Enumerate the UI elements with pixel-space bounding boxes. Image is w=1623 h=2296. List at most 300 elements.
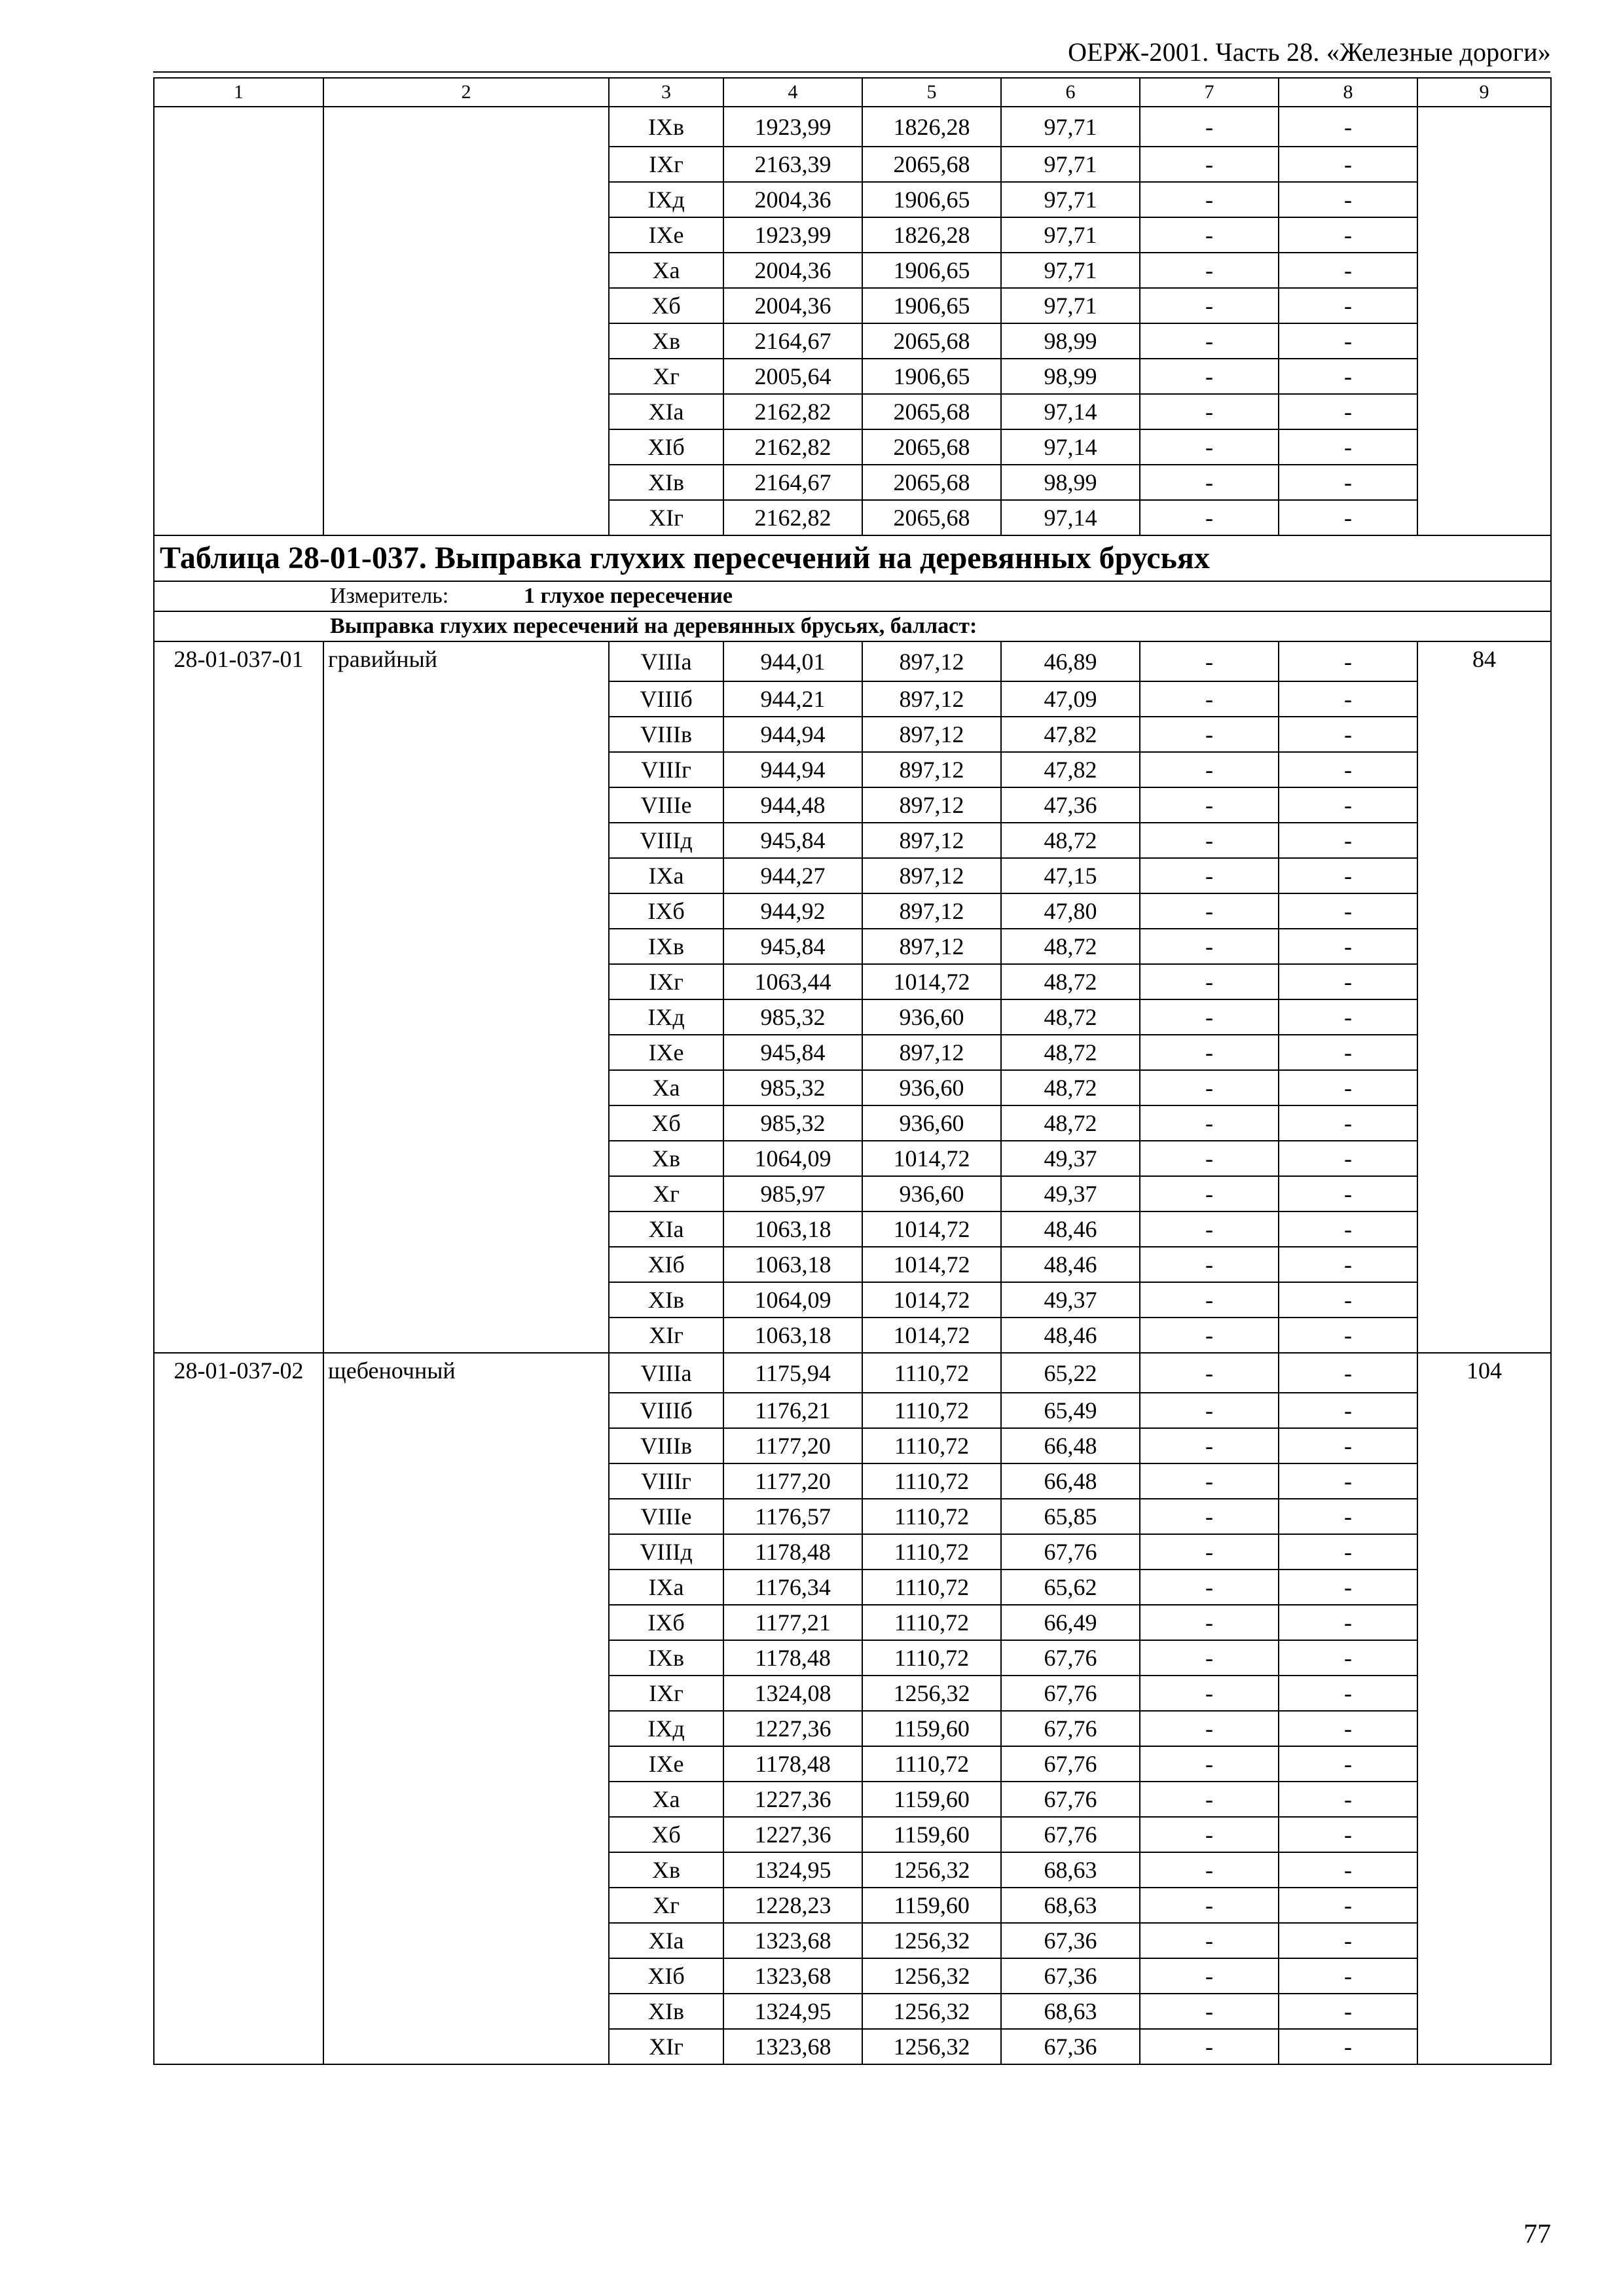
work-name-cell — [323, 1888, 609, 1923]
rate-code-cell — [154, 717, 323, 752]
table-cell: 67,76 — [1001, 1711, 1140, 1746]
work-name-cell — [323, 1282, 609, 1318]
work-name-cell — [323, 823, 609, 858]
table-cell: - — [1140, 1176, 1279, 1211]
table-cell: 49,37 — [1001, 1282, 1140, 1318]
col9-cell — [1417, 1782, 1551, 1817]
table-cell: - — [1140, 1318, 1279, 1353]
table-row — [154, 641, 1551, 681]
rate-code-cell — [154, 681, 323, 717]
column-number: 2 — [323, 78, 609, 107]
table-cell: Xб — [609, 1817, 723, 1852]
table-cell: 97,14 — [1001, 500, 1140, 535]
table-cell: - — [1279, 500, 1417, 535]
table-cell: - — [1140, 288, 1279, 323]
table-cell: - — [1140, 1105, 1279, 1141]
column-number: 6 — [1001, 78, 1140, 107]
rate-code-cell — [154, 1070, 323, 1105]
work-name-cell — [323, 1070, 609, 1105]
table-cell: 897,12 — [862, 929, 1001, 964]
rate-code-cell — [154, 500, 323, 535]
table-cell: - — [1279, 1318, 1417, 1353]
col9-cell — [1417, 1746, 1551, 1782]
table-row — [154, 1247, 1551, 1282]
table-cell: 1159,60 — [862, 1711, 1001, 1746]
table-cell: 1324,08 — [723, 1676, 862, 1711]
table-cell: 1323,68 — [723, 1958, 862, 1994]
table-cell: 2164,67 — [723, 323, 862, 359]
table-row — [154, 147, 1551, 182]
table-cell: 1923,99 — [723, 107, 862, 147]
table-row — [154, 323, 1551, 359]
table-cell: - — [1140, 217, 1279, 253]
col9-cell — [1417, 1035, 1551, 1070]
table-row — [154, 359, 1551, 394]
table-cell: 1063,18 — [723, 1247, 862, 1282]
table-cell: IXа — [609, 1570, 723, 1605]
work-name-cell — [323, 288, 609, 323]
table-row — [154, 1070, 1551, 1105]
table-cell: XIб — [609, 1247, 723, 1282]
work-name-cell — [323, 1428, 609, 1463]
rate-code-cell: 28-01-037-01 — [154, 641, 323, 681]
work-name-cell — [323, 787, 609, 823]
table-cell: - — [1140, 641, 1279, 681]
work-name-cell — [323, 858, 609, 893]
table-cell: IXе — [609, 1035, 723, 1070]
rate-code-cell — [154, 929, 323, 964]
table-cell: 1014,72 — [862, 1282, 1001, 1318]
table-cell: - — [1279, 1746, 1417, 1782]
work-name-cell — [323, 1393, 609, 1428]
table-cell: 48,46 — [1001, 1247, 1140, 1282]
table-cell: - — [1140, 1070, 1279, 1105]
table-cell: - — [1140, 999, 1279, 1035]
table-cell: - — [1279, 1499, 1417, 1534]
table-cell: 985,32 — [723, 1105, 862, 1141]
col9-cell — [1417, 182, 1551, 217]
table-cell: 944,27 — [723, 858, 862, 893]
table-cell: Xб — [609, 1105, 723, 1141]
rate-code-cell — [154, 253, 323, 288]
table-cell: 944,21 — [723, 681, 862, 717]
table-cell: 47,82 — [1001, 752, 1140, 787]
table-cell: - — [1279, 717, 1417, 752]
work-name-cell — [323, 2029, 609, 2064]
table-cell: 66,48 — [1001, 1463, 1140, 1499]
table-cell: - — [1279, 1211, 1417, 1247]
table-cell: 97,71 — [1001, 107, 1140, 147]
work-name-cell — [323, 717, 609, 752]
table-cell: - — [1140, 1923, 1279, 1958]
table-row — [154, 752, 1551, 787]
table-cell: XIг — [609, 1318, 723, 1353]
unit-row — [154, 581, 1551, 611]
col9-cell — [1417, 1676, 1551, 1711]
table-cell: - — [1279, 964, 1417, 999]
table-cell: 1227,36 — [723, 1817, 862, 1852]
rate-code-cell — [154, 787, 323, 823]
table-cell: - — [1140, 1958, 1279, 1994]
table-cell: 1256,32 — [862, 1852, 1001, 1888]
table-cell: 2065,68 — [862, 429, 1001, 465]
table-cell: VIIIб — [609, 681, 723, 717]
work-name-cell — [323, 1605, 609, 1640]
table-cell: 1228,23 — [723, 1888, 862, 1923]
table-cell: IXд — [609, 999, 723, 1035]
table-cell: 48,72 — [1001, 964, 1140, 999]
table-cell: 47,82 — [1001, 717, 1140, 752]
table-cell: 47,15 — [1001, 858, 1140, 893]
col9-cell — [1417, 288, 1551, 323]
table-cell: - — [1279, 1605, 1417, 1640]
subtitle-cell — [154, 611, 1551, 641]
rates-table — [153, 77, 1552, 2065]
table-cell: 67,36 — [1001, 1958, 1140, 1994]
work-name-cell — [323, 323, 609, 359]
table-cell: 1063,18 — [723, 1211, 862, 1247]
table-cell: Xг — [609, 1888, 723, 1923]
table-cell: 1178,48 — [723, 1746, 862, 1782]
col9-cell — [1417, 394, 1551, 429]
col9-cell — [1417, 1282, 1551, 1318]
table-cell: 1063,44 — [723, 964, 862, 999]
table-row — [154, 1958, 1551, 1994]
col9-cell — [1417, 1711, 1551, 1746]
table-cell: 67,36 — [1001, 1923, 1140, 1958]
table-cell: 1906,65 — [862, 182, 1001, 217]
table-cell: 48,72 — [1001, 999, 1140, 1035]
table-cell: 1923,99 — [723, 217, 862, 253]
header-rule — [153, 71, 1550, 73]
table-cell: 46,89 — [1001, 641, 1140, 681]
table-cell: - — [1140, 147, 1279, 182]
table-row — [154, 823, 1551, 858]
table-cell: 1110,72 — [862, 1353, 1001, 1393]
table-cell: - — [1140, 1711, 1279, 1746]
table-cell: 2162,82 — [723, 394, 862, 429]
table-cell: IXг — [609, 1676, 723, 1711]
rate-code-cell — [154, 1605, 323, 1640]
col9-cell — [1417, 253, 1551, 288]
work-name-cell — [323, 1499, 609, 1534]
rate-code-cell — [154, 147, 323, 182]
rate-code-cell — [154, 1318, 323, 1353]
subtitle-text: Выправка глухих пересечений на деревянных брусьях, балласт: — [330, 614, 977, 638]
table-cell: - — [1279, 1534, 1417, 1570]
table-row — [154, 1105, 1551, 1141]
table-cell: 2164,67 — [723, 465, 862, 500]
col9-cell — [1417, 429, 1551, 465]
table-row — [154, 1570, 1551, 1605]
table-cell: - — [1140, 107, 1279, 147]
col9-cell — [1417, 1640, 1551, 1676]
table-cell: Xг — [609, 359, 723, 394]
work-name-cell — [323, 500, 609, 535]
col9-cell — [1417, 717, 1551, 752]
col9-cell — [1417, 217, 1551, 253]
table-cell: - — [1279, 1176, 1417, 1211]
table-cell: 1014,72 — [862, 1247, 1001, 1282]
table-cell: - — [1140, 1035, 1279, 1070]
table-cell: - — [1140, 1640, 1279, 1676]
table-cell: 67,76 — [1001, 1534, 1140, 1570]
work-name-cell — [323, 1211, 609, 1247]
table-row — [154, 1318, 1551, 1353]
col9-cell — [1417, 1070, 1551, 1105]
work-name-cell — [323, 1782, 609, 1817]
table-cell: 1014,72 — [862, 1141, 1001, 1176]
table-cell: IXд — [609, 182, 723, 217]
table-row — [154, 2029, 1551, 2064]
table-cell: 945,84 — [723, 1035, 862, 1070]
table-cell: IXд — [609, 1711, 723, 1746]
table-cell: - — [1279, 429, 1417, 465]
col9-cell — [1417, 964, 1551, 999]
table-cell: - — [1279, 752, 1417, 787]
table-cell: - — [1140, 1353, 1279, 1393]
table-cell: 1110,72 — [862, 1746, 1001, 1782]
column-number: 7 — [1140, 78, 1279, 107]
table-cell: VIIIа — [609, 641, 723, 681]
table-row — [154, 465, 1551, 500]
table-cell: 1110,72 — [862, 1640, 1001, 1676]
table-cell: 1906,65 — [862, 288, 1001, 323]
table-cell: 1324,95 — [723, 1852, 862, 1888]
table-cell: 1110,72 — [862, 1393, 1001, 1428]
table-cell: 98,99 — [1001, 359, 1140, 394]
table-row — [154, 288, 1551, 323]
table-row — [154, 1141, 1551, 1176]
table-cell: - — [1279, 1923, 1417, 1958]
table-cell: 49,37 — [1001, 1141, 1140, 1176]
table-cell: - — [1140, 394, 1279, 429]
table-row — [154, 929, 1551, 964]
table-title: Таблица 28-01-037. Выправка глухих пересечений на деревянных брусьях — [154, 535, 1551, 581]
table-cell: XIв — [609, 465, 723, 500]
table-title-row — [154, 535, 1551, 581]
work-name-cell — [323, 1176, 609, 1211]
table-cell: - — [1279, 1958, 1417, 1994]
table-cell: IXг — [609, 964, 723, 999]
col9-cell — [1417, 1852, 1551, 1888]
table-cell: Xа — [609, 1782, 723, 1817]
table-cell: 985,32 — [723, 1070, 862, 1105]
col9-cell: 84 — [1417, 641, 1551, 681]
table-cell: - — [1279, 182, 1417, 217]
col9-cell — [1417, 1393, 1551, 1428]
table-cell: 1178,48 — [723, 1640, 862, 1676]
table-cell: 1177,20 — [723, 1463, 862, 1499]
table-cell: IXа — [609, 858, 723, 893]
table-cell: 1014,72 — [862, 1318, 1001, 1353]
table-cell: - — [1279, 465, 1417, 500]
table-cell: 2162,82 — [723, 500, 862, 535]
table-cell: - — [1279, 1570, 1417, 1605]
table-cell: 1176,34 — [723, 1570, 862, 1605]
rate-code-cell — [154, 964, 323, 999]
col9-cell — [1417, 1176, 1551, 1211]
table-cell: VIIIв — [609, 1428, 723, 1463]
table-cell: Xб — [609, 288, 723, 323]
table-cell: 897,12 — [862, 681, 1001, 717]
table-cell: - — [1140, 253, 1279, 288]
table-cell: 97,71 — [1001, 288, 1140, 323]
rate-code-cell — [154, 999, 323, 1035]
table-cell: 97,14 — [1001, 394, 1140, 429]
table-cell: 48,72 — [1001, 929, 1140, 964]
table-cell: IXб — [609, 893, 723, 929]
table-cell: - — [1279, 1282, 1417, 1318]
table-cell: 68,63 — [1001, 1994, 1140, 2029]
work-name-cell — [323, 1318, 609, 1353]
table-cell: 1178,48 — [723, 1534, 862, 1570]
table-cell: 65,49 — [1001, 1393, 1140, 1428]
column-number: 3 — [609, 78, 723, 107]
table-cell: 944,92 — [723, 893, 862, 929]
table-cell: - — [1140, 1852, 1279, 1888]
table-cell: 1014,72 — [862, 964, 1001, 999]
table-cell: - — [1279, 1428, 1417, 1463]
table-cell: 1110,72 — [862, 1605, 1001, 1640]
table-cell: - — [1140, 929, 1279, 964]
table-cell: - — [1279, 681, 1417, 717]
table-cell: IXв — [609, 107, 723, 147]
table-cell: XIа — [609, 1211, 723, 1247]
table-cell: 1110,72 — [862, 1428, 1001, 1463]
table-cell: VIIIе — [609, 1499, 723, 1534]
table-cell: - — [1140, 2029, 1279, 2064]
table-cell: - — [1140, 1282, 1279, 1318]
work-name-cell — [323, 1746, 609, 1782]
rate-code-cell — [154, 1211, 323, 1247]
rate-code-cell — [154, 359, 323, 394]
table-row — [154, 681, 1551, 717]
table-cell: 1159,60 — [862, 1782, 1001, 1817]
rate-code-cell — [154, 394, 323, 429]
table-cell: VIIIд — [609, 823, 723, 858]
work-name-cell — [323, 147, 609, 182]
rate-code-cell — [154, 465, 323, 500]
table-cell: - — [1140, 752, 1279, 787]
col9-cell — [1417, 1994, 1551, 2029]
table-cell: 1227,36 — [723, 1711, 862, 1746]
page-number: 77 — [1523, 2219, 1551, 2250]
col9-cell — [1417, 359, 1551, 394]
rate-code-cell — [154, 1176, 323, 1211]
table-cell: 944,48 — [723, 787, 862, 823]
rate-code-cell — [154, 1499, 323, 1534]
table-cell: 1324,95 — [723, 1994, 862, 2029]
table-cell: 48,46 — [1001, 1211, 1140, 1247]
table-row — [154, 1035, 1551, 1070]
table-cell: 897,12 — [862, 641, 1001, 681]
table-cell: 1256,32 — [862, 1958, 1001, 1994]
rate-code-cell: 28-01-037-02 — [154, 1353, 323, 1393]
work-name-cell — [323, 1676, 609, 1711]
col9-cell — [1417, 893, 1551, 929]
work-name-cell — [323, 1994, 609, 2029]
table-cell: 1064,09 — [723, 1282, 862, 1318]
rate-code-cell — [154, 1141, 323, 1176]
table-cell: IXб — [609, 1605, 723, 1640]
table-cell: - — [1140, 465, 1279, 500]
table-cell: - — [1140, 500, 1279, 535]
table-cell: - — [1140, 681, 1279, 717]
table-cell: - — [1140, 1994, 1279, 2029]
col9-cell — [1417, 858, 1551, 893]
table-cell: 2065,68 — [862, 323, 1001, 359]
work-name-cell — [323, 1570, 609, 1605]
col9-cell — [1417, 1570, 1551, 1605]
table-row — [154, 1463, 1551, 1499]
table-cell: - — [1279, 1782, 1417, 1817]
work-name-cell: щебеночный — [323, 1353, 609, 1393]
col9-cell — [1417, 465, 1551, 500]
table-cell: 48,72 — [1001, 1105, 1140, 1141]
table-cell: VIIIг — [609, 1463, 723, 1499]
table-cell: 67,76 — [1001, 1640, 1140, 1676]
table-cell: 49,37 — [1001, 1176, 1140, 1211]
table-cell: - — [1279, 394, 1417, 429]
table-cell: 68,63 — [1001, 1852, 1140, 1888]
table-cell: 68,63 — [1001, 1888, 1140, 1923]
table-cell: 1176,21 — [723, 1393, 862, 1428]
col9-cell — [1417, 1105, 1551, 1141]
table-cell: 2004,36 — [723, 182, 862, 217]
work-name-cell — [323, 929, 609, 964]
table-cell: - — [1279, 1676, 1417, 1711]
table-cell: 2163,39 — [723, 147, 862, 182]
table-cell: 1826,28 — [862, 217, 1001, 253]
table-cell: 1175,94 — [723, 1353, 862, 1393]
table-cell: - — [1140, 823, 1279, 858]
work-name-cell — [323, 359, 609, 394]
table-cell: VIIIе — [609, 787, 723, 823]
column-number: 5 — [862, 78, 1001, 107]
table-cell: 67,76 — [1001, 1817, 1140, 1852]
col9-cell — [1417, 1534, 1551, 1570]
table-cell: 1906,65 — [862, 359, 1001, 394]
table-cell: 1176,57 — [723, 1499, 862, 1534]
table-row — [154, 1605, 1551, 1640]
table-cell: - — [1140, 323, 1279, 359]
rate-code-cell — [154, 1105, 323, 1141]
table-cell: - — [1279, 1817, 1417, 1852]
rate-code-cell — [154, 893, 323, 929]
work-name-cell — [323, 752, 609, 787]
table-cell: 67,76 — [1001, 1676, 1140, 1711]
table-cell: - — [1140, 1570, 1279, 1605]
table-cell: VIIIд — [609, 1534, 723, 1570]
col9-cell — [1417, 107, 1551, 147]
table-row — [154, 1640, 1551, 1676]
table-cell: 944,94 — [723, 717, 862, 752]
table-cell: 2162,82 — [723, 429, 862, 465]
table-cell: - — [1279, 1994, 1417, 2029]
table-cell: 936,60 — [862, 1070, 1001, 1105]
table-cell: - — [1140, 429, 1279, 465]
col9-cell — [1417, 1923, 1551, 1958]
table-row — [154, 1711, 1551, 1746]
unit-cell — [154, 581, 1551, 611]
table-cell: 1110,72 — [862, 1570, 1001, 1605]
work-name-cell — [323, 1105, 609, 1141]
table-cell: 2065,68 — [862, 465, 1001, 500]
subtitle-row — [154, 611, 1551, 641]
col9-cell — [1417, 1428, 1551, 1463]
table-row — [154, 1676, 1551, 1711]
